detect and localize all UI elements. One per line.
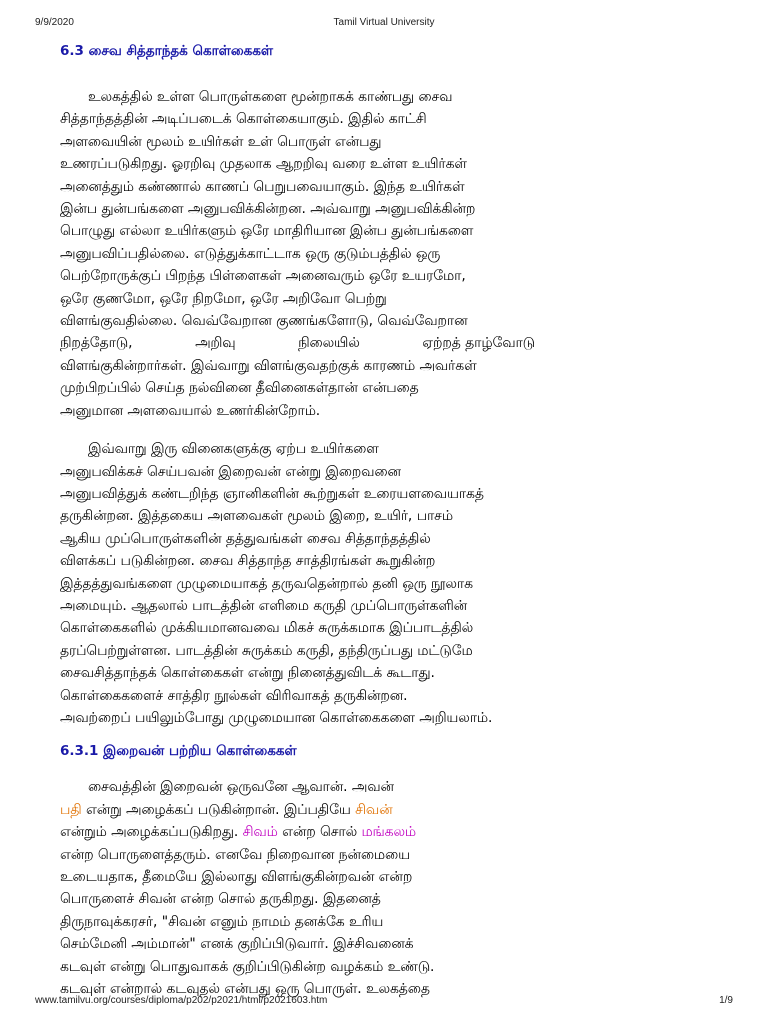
section-title-6-3-1: 6.3.1 இறைவன் பற்றிய கொள்கைகள் <box>60 743 297 760</box>
text-line: உலகத்தில் உள்ள பொருள்களை மூன்றாகக் காண்பது சைவ <box>88 89 453 105</box>
text-line: விளக்கப் படுகின்றன. சைவ சித்தாந்த சாத்திரங்கள் கூறுகின்ற <box>60 553 436 570</box>
text-line: உணரப்படுகிறது. ஓரறிவு முதலாக ஆறறிவு வரை உள்ள உயிர்கள் <box>60 156 467 173</box>
text-line: முற்பிறப்பில் செய்த நல்வினை தீவினைகள்தான் என்பதை <box>60 380 419 397</box>
text-line: அனுமான அளவையால் உணர்கின்றோம். <box>60 402 321 419</box>
text-line: அனுபவிக்கச் செய்பவன் இறைவன் என்று இறைவனை <box>60 463 401 480</box>
text-line-highlighted <box>60 821 660 843</box>
text-line: தருகின்றன. இத்தகைய அளவைகள் மூலம் இறை, உயிர், பாசம் <box>60 508 453 525</box>
print-footer <box>35 995 733 1009</box>
text-line: கொள்கைகளில் முக்கியமானவவை மிகச் சுருக்கமாக இப்பாடத்தில் <box>60 620 474 637</box>
word: நிலையில் <box>298 335 360 352</box>
print-header <box>35 17 733 31</box>
text-line: அமையும். ஆதலால் பாடத்தின் எளிமை கருதி முப்பொருள்களின் <box>60 597 467 614</box>
highlight-term-pathi: பதி <box>60 801 82 818</box>
paragraph-1 <box>60 86 660 422</box>
justified-line <box>60 332 535 354</box>
page-number: 1/9 <box>719 995 733 1006</box>
site-title: Tamil Virtual University <box>333 17 435 28</box>
print-date: 9/9/2020 <box>35 17 74 28</box>
word: ஏற்றத் தாழ்வோடு <box>422 335 535 352</box>
text-line: சைவத்தின் இறைவன் ஒருவனே ஆவான். அவன் <box>88 779 394 796</box>
text-line: அனுபவிப்பதில்லை. எடுத்துக்காட்டாக ஒரு குடும்பத்தில் ஒரு <box>60 245 441 262</box>
text-line: கடவுள் என்றால் கடவுதல் என்பது ஒரு பொருள். உலகத்தை <box>60 981 430 998</box>
highlight-term-sivam: சிவம் <box>242 824 278 841</box>
text-line: அனுபவித்துக் கண்டறிந்த ஞானிகளின் கூற்றுகள் உரையளவையாகத் <box>60 485 484 502</box>
page-url: www.tamilvu.org/courses/diploma/p202/p2021/html/p2021603.htm <box>35 995 328 1006</box>
highlight-term-sivan: சிவன் <box>355 801 393 818</box>
word: நிறத்தோடு, <box>60 335 133 352</box>
text-line: இத்தத்துவங்களை முழுமையாகத் தருவதென்றால் தனி ஒரு நூலாக <box>60 575 473 592</box>
text-line: திருநாவுக்கரசர், "சிவன் எனும் நாமம் தனக்கே உரிய <box>60 913 384 930</box>
text-run: என்ற சொல் <box>277 824 362 841</box>
text-line: பெற்றோருக்குப் பிறந்த பிள்ளைகள் அனைவரும் ஒரே உயரமோ, <box>60 268 466 285</box>
paragraph-3 <box>60 776 660 1000</box>
section-title-6-3: 6.3 சைவ சித்தாந்தக் கொள்கைகள் <box>60 43 274 59</box>
text-line: ஒரே குணமோ, ஒரே நிறமோ, ஒரே அறிவோ பெற்று <box>60 290 387 307</box>
text-line: விளங்குகின்றார்கள். இவ்வாறு விளங்குவதற்குக் காரணம் அவர்கள் <box>60 357 477 374</box>
text-line: அவற்றைப் பயிலும்போது முழுமையான கொள்கைகளை அறியலாம். <box>60 709 493 726</box>
highlight-term-mangalam: மங்கலம் <box>361 824 417 841</box>
text-line: பொருளைச் சிவன் என்ற சொல் தருகிறது. இதனைத் <box>60 891 381 908</box>
text-run: என்று அழைக்கப் படுகின்றான். இப்பதியே <box>81 801 356 818</box>
text-line: பொழுது எல்லா உயிர்களும் ஒரே மாதிரியான இன்ப துன்பங்களை <box>60 223 474 240</box>
text-line: இன்ப துன்பங்களை அனுபவிக்கின்றன. அவ்வாறு அனுபவிக்கின்ற <box>60 201 476 218</box>
document-content <box>60 40 660 1000</box>
text-line: கடவுள் என்று பொதுவாகக் குறிப்பிடுகின்ற வழக்கம் உண்டு. <box>60 958 435 975</box>
text-line: உடையதாக, தீமையே இல்லாது விளங்குகின்றவன் என்ற <box>60 869 413 885</box>
text-line: ஆகிய முப்பொருள்களின் தத்துவங்கள் சைவ சித்தாந்தத்தில் <box>60 530 431 547</box>
paragraph-2 <box>60 438 660 729</box>
text-line: சித்தாந்தத்தின் அடிப்படைக் கொள்கையாகும். இதில் காட்சி <box>60 111 427 128</box>
text-line: தரப்பெற்றுள்ளன. பாடத்தின் சுருக்கம் கருதி, தந்திருப்பது மட்டுமே <box>60 642 473 659</box>
text-line: விளங்குவதில்லை. வெவ்வேறான குணங்களோடு, வெவ்வேறான <box>60 313 468 330</box>
text-line: என்ற பொருளைத்தரும். எனவே நிறைவான நன்மையை <box>60 846 410 863</box>
text-line: சைவசித்தாந்தக் கொள்கைகள் என்று நினைத்துவிடக் கூடாது. <box>60 665 435 682</box>
text-line: செம்மேனி அம்மான்" எனக் குறிப்பிடுவார். இச்சிவனைக் <box>60 936 414 953</box>
text-line: கொள்கைகளைச் சாத்திர நூல்கள் விரிவாகத் தருகின்றன. <box>60 687 408 704</box>
text-run: என்றும் அழைக்கப்படுகிறது. <box>60 824 243 841</box>
text-line: அளவையின் மூலம் உயிர்கள் உள் பொருள் என்பது <box>60 133 382 150</box>
text-line: இவ்வாறு இரு வினைகளுக்கு ஏற்ப உயிர்களை <box>88 441 379 458</box>
text-line: அனைத்தும் கண்ணால் காணப் பெறுபவையாகும். இந்த உயிர்கள் <box>60 178 465 195</box>
text-line-highlighted <box>60 799 660 821</box>
word: அறிவு <box>195 335 236 352</box>
